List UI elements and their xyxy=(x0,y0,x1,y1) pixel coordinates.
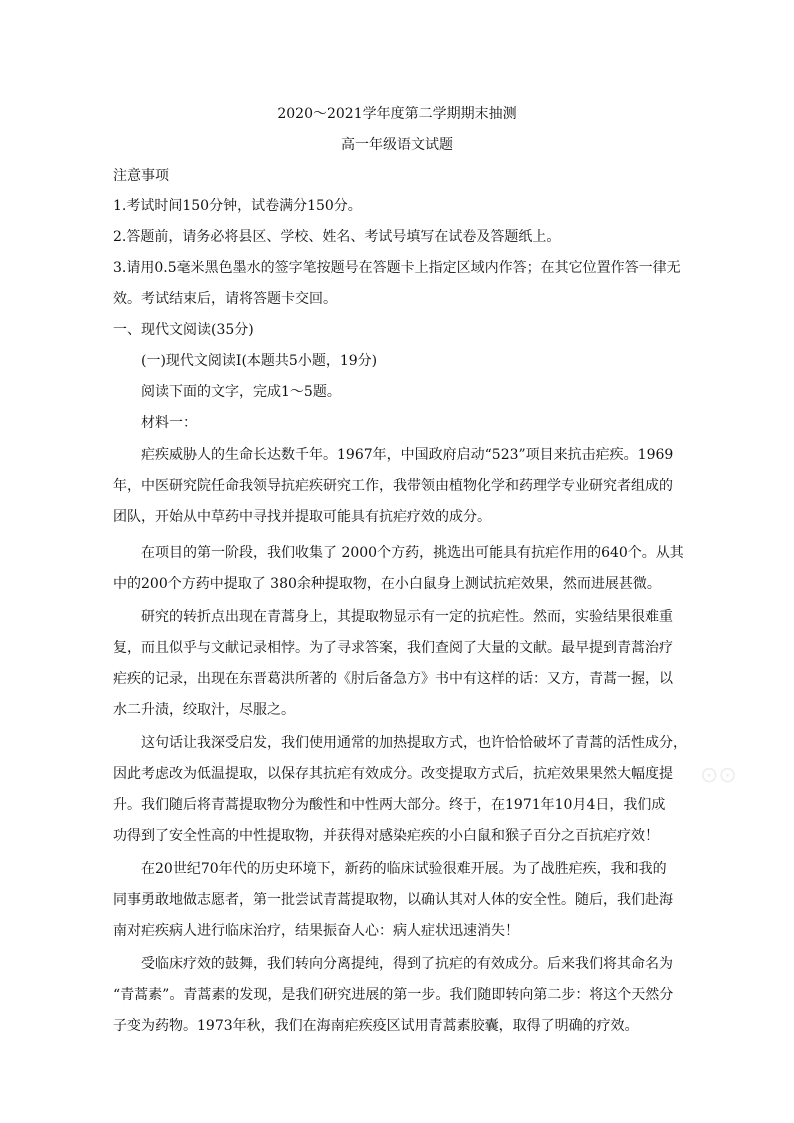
paragraph-line: 这句话让我深受启发，我们使用通常的加热提取方式，也许恰恰破坏了青蒿的活性成分， xyxy=(141,735,687,751)
paragraph-line: 子变为药物。1973年秋，我们在海南疟疾疫区试用青蒿素胶囊，取得了明确的疗效。 xyxy=(113,1018,639,1034)
paragraph-line: 疟疾的记录，出现在东晋葛洪所著的《肘后备急方》书中有这样的话：又方，青蒿一握，以 xyxy=(113,671,673,687)
paragraph-line: 因此考虑改为低温提取，以保存其抗疟有效成分。改变提取方式后，抗疟效果果然大幅度提 xyxy=(113,766,673,782)
exam-title: 2020～2021学年度第二学期期末抽测 xyxy=(277,106,517,122)
notice-item: 1.考试时间150分钟，试卷满分150分。 xyxy=(113,198,362,214)
paragraph-line: 在20世纪70年代的历史环境下，新药的临床试验很难开展。为了战胜疟疾，我和我的 xyxy=(141,861,667,877)
exam-subtitle: 高一年级语文试题 xyxy=(341,137,453,153)
reading-instruction: 阅读下面的文字，完成1～5题。 xyxy=(141,384,341,400)
paragraph-line: 疟疾威胁人的生命长达数千年。1967年，中国政府启动“523”项目来抗击疟疾。1969 xyxy=(141,447,674,463)
paragraph-line: “青蒿素”。青蒿素的发现，是我们研究进展的第一步。我们随即转向第二步：将这个天然分 xyxy=(113,987,674,1003)
notice-item: 3.请用0.5毫米黑色墨水的签字笔按题号在答题卡上指定区域内作答；在其它位置作答一律无 xyxy=(113,260,681,276)
paragraph-line: 团队，开始从中草药中寻找并提取可能具有抗疟疗效的成分。 xyxy=(113,509,491,525)
paragraph-line: 年，中医研究院任命我领导抗疟疾研究工作，我带领由植物化学和药理学专业研究者组成的 xyxy=(113,478,673,494)
paragraph-line: 中的200个方药中提取了 380余种提取物，在小白鼠身上测试抗疟效果，然而进展甚微。 xyxy=(113,576,661,592)
section-heading: 一、现代文阅读(35分) xyxy=(113,322,254,338)
subsection-heading: (一)现代文阅读I(本题共5小题，19分) xyxy=(141,353,378,369)
paragraph-line: 受临床疗效的鼓舞，我们转向分离提纯，得到了抗疟的有效成分。后来我们将其命名为 xyxy=(141,956,673,972)
paragraph-line: 南对疟疾病人进行临床治疗，结果振奋人心：病人症状迅速消失！ xyxy=(113,923,519,939)
paragraph-line: 研究的转折点出现在青蒿身上，其提取物显示有一定的抗疟性。然而，实验结果很难重 xyxy=(141,609,673,625)
watermark-logo: ⊙⊙ xyxy=(700,763,737,788)
paragraph-line: 复，而且似乎与文献记录相悖。为了寻求答案，我们查阅了大量的文献。最早提到青蒿治疗 xyxy=(113,640,673,656)
paragraph-line: 在项目的第一阶段，我们收集了 2000个方药，挑选出可能具有抗疟作用的640个。从其 xyxy=(141,545,684,561)
notice-heading: 注意事项 xyxy=(113,168,169,184)
material-label: 材料一： xyxy=(141,415,197,431)
paragraph-line: 同事勇敢地做志愿者，第一批尝试青蒿提取物，以确认其对人体的安全性。随后，我们赴海 xyxy=(113,892,673,908)
notice-item: 效。考试结束后，请将答题卡交回。 xyxy=(113,291,337,307)
paragraph-line: 水二升渍，绞取汁，尽服之。 xyxy=(113,702,295,718)
paragraph-line: 升。我们随后将青蒿提取物分为酸性和中性两大部分。终于，在1971年10月4日，我们成 xyxy=(113,797,666,813)
paragraph-line: 功得到了安全性高的中性提取物，并获得对感染疟疾的小白鼠和猴子百分之百抗疟疗效！ xyxy=(113,828,659,844)
notice-item: 2.答题前，请务必将县区、学校、姓名、考试号填写在试卷及答题纸上。 xyxy=(113,229,561,245)
